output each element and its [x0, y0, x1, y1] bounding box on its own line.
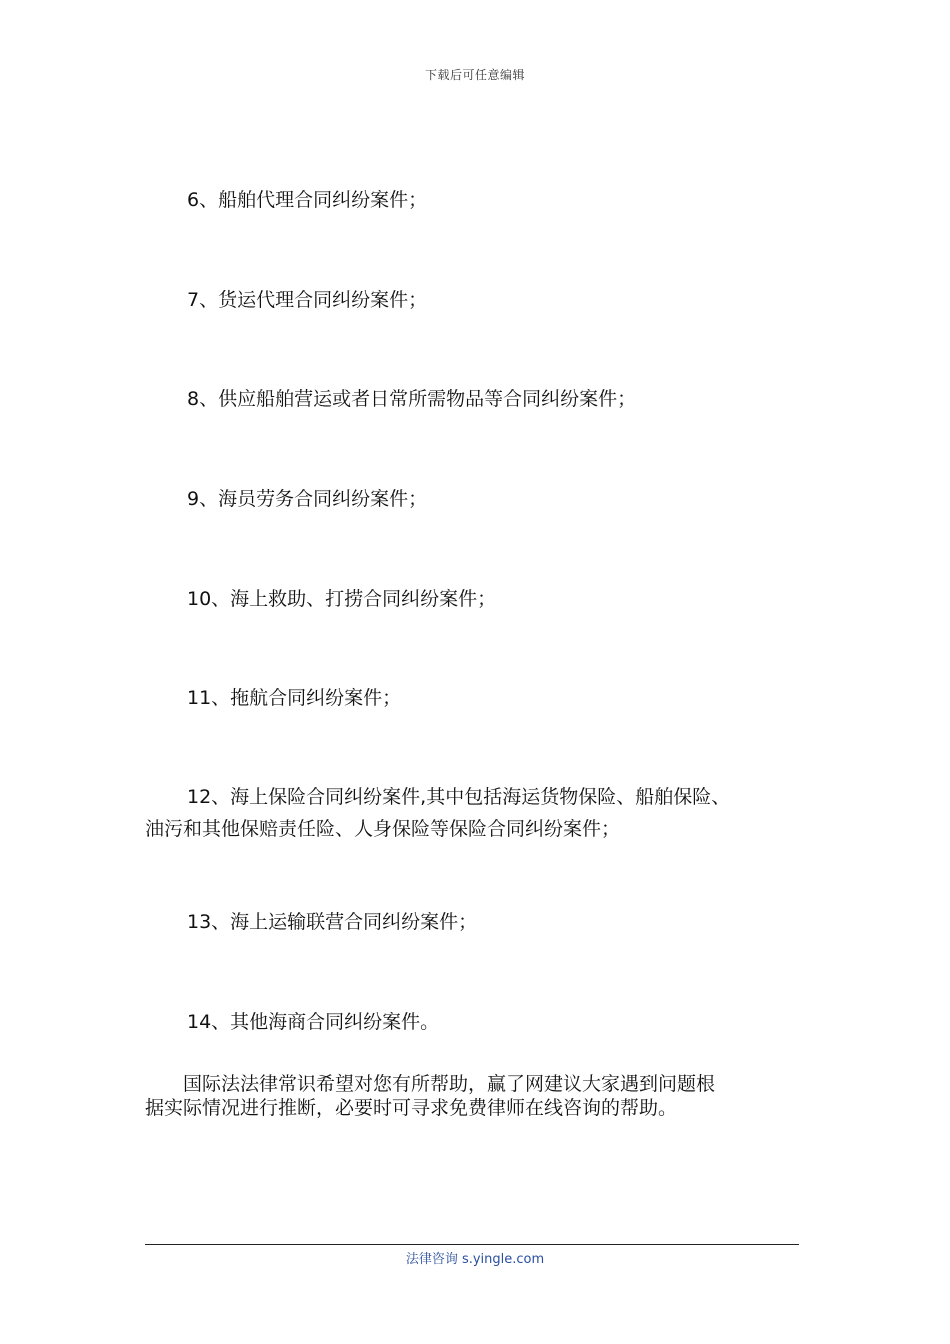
list-item-9: 9、海员劳务合同纠纷案件；: [187, 488, 428, 510]
list-item-7: 7、货运代理合同纠纷案件；: [187, 289, 428, 311]
closing-line-1: 国际法法律常识希望对您有所帮助，赢了网建议大家遇到问题根: [183, 1073, 716, 1095]
list-item-14: 14、其他海商合同纠纷案件。: [187, 1011, 440, 1033]
closing-paragraph: [145, 1072, 805, 1120]
page-header: 下载后可任意编辑: [424, 68, 525, 82]
footer-divider: [145, 1244, 799, 1245]
footer-link[interactable]: 法律咨询 s.yingle.com: [405, 1252, 545, 1267]
list-item-13: 13、海上运输联营合同纠纷案件；: [187, 911, 478, 933]
list-item-12: [145, 781, 805, 845]
list-item-11: 11、拖航合同纠纷案件；: [187, 687, 402, 709]
list-item-10: 10、海上救助、打捞合同纠纷案件；: [187, 588, 497, 610]
list-item-8: 8、供应船舶营运或者日常所需物品等合同纠纷案件；: [187, 388, 637, 410]
closing-line-2: 据实际情况进行推断，必要时可寻求免费律师在线咨询的帮助。: [145, 1097, 678, 1119]
list-item-6: 6、船舶代理合同纠纷案件；: [187, 189, 428, 211]
list-item-12-line-2: 油污和其他保赔责任险、人身保险等保险合同纠纷案件；: [145, 818, 621, 840]
list-item-12-line-1: 12、海上保险合同纠纷案件,其中包括海运货物保险、船舶保险、: [187, 786, 731, 808]
